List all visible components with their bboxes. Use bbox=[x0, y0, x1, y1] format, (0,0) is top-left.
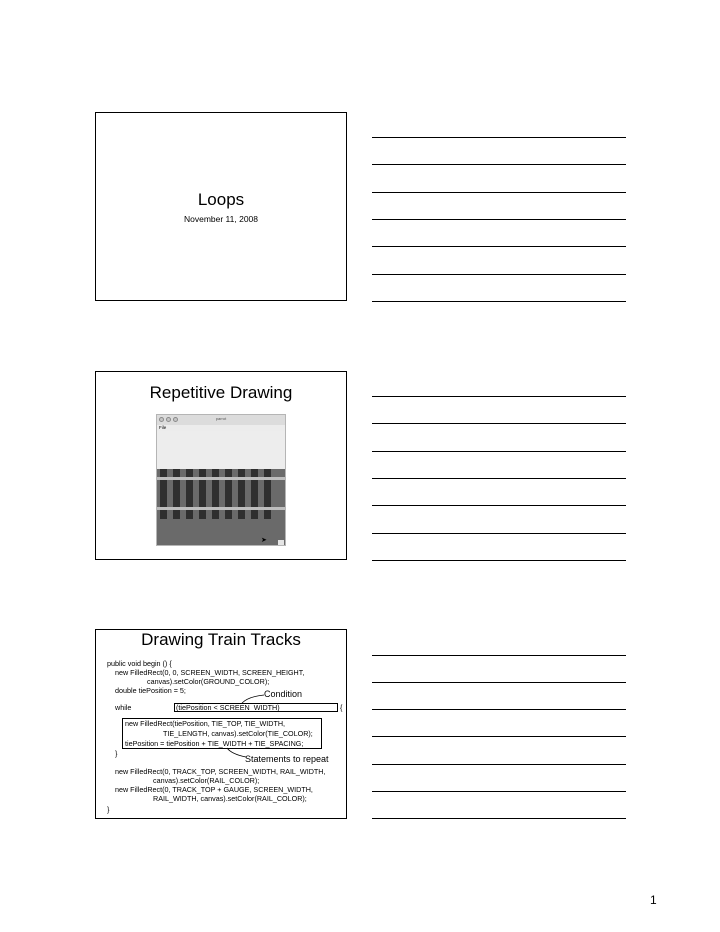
rail-top bbox=[157, 477, 285, 480]
code-line: tiePosition = tiePosition + TIE_WIDTH + TIE_SPACING; bbox=[125, 739, 304, 748]
slide-1-date: November 11, 2008 bbox=[183, 214, 259, 224]
code-line: TIE_LENGTH, canvas).setColor(TIE_COLOR); bbox=[163, 729, 313, 738]
slide-2-title: Repetitive Drawing bbox=[149, 383, 293, 402]
code-line: double tiePosition = 5; bbox=[115, 686, 186, 695]
code-line: } bbox=[107, 805, 110, 814]
code-line: } bbox=[115, 749, 118, 758]
code-while: while bbox=[115, 703, 132, 712]
annotation-arrows bbox=[96, 630, 348, 820]
window-blank-area bbox=[157, 431, 285, 469]
resize-grip-icon bbox=[278, 540, 284, 546]
code-brace-open: { bbox=[340, 703, 343, 712]
code-condition: (tiePosition < SCREEN_WIDTH) bbox=[176, 703, 280, 712]
code-line: new FilledRect(0, TRACK_TOP, SCREEN_WIDTH, RAIL_WIDTH, bbox=[115, 767, 326, 776]
slide-2 bbox=[95, 371, 347, 560]
app-window-screenshot bbox=[156, 414, 286, 546]
slide-1 bbox=[95, 112, 347, 301]
slide-1-title: Loops bbox=[197, 190, 245, 209]
code-line: canvas).setColor(RAIL_COLOR); bbox=[153, 776, 260, 785]
repeat-label: Statements to repeat bbox=[245, 754, 329, 764]
code-line: new FilledRect(tiePosition, TIE_TOP, TIE_WIDTH, bbox=[125, 719, 286, 728]
code-line: public void begin () { bbox=[107, 659, 172, 668]
cursor-icon: ➤ bbox=[261, 537, 267, 544]
menu-file: File bbox=[159, 425, 167, 430]
code-line: canvas).setColor(GROUND_COLOR); bbox=[147, 677, 270, 686]
code-line: new FilledRect(0, TRACK_TOP + GAUGE, SCREEN_WIDTH, bbox=[115, 785, 313, 794]
condition-label: Condition bbox=[264, 689, 303, 699]
track-canvas bbox=[157, 469, 285, 546]
slide-3-title: Drawing Train Tracks bbox=[141, 630, 301, 649]
code-line: new FilledRect(0, 0, SCREEN_WIDTH, SCREEN_HEIGHT, bbox=[115, 668, 305, 677]
code-line: RAIL_WIDTH, canvas).setColor(RAIL_COLOR); bbox=[153, 794, 307, 803]
rail-bottom bbox=[157, 507, 285, 510]
slide-3 bbox=[95, 629, 347, 819]
window-title: parrot bbox=[215, 416, 227, 421]
page-number: 1 bbox=[650, 893, 657, 907]
